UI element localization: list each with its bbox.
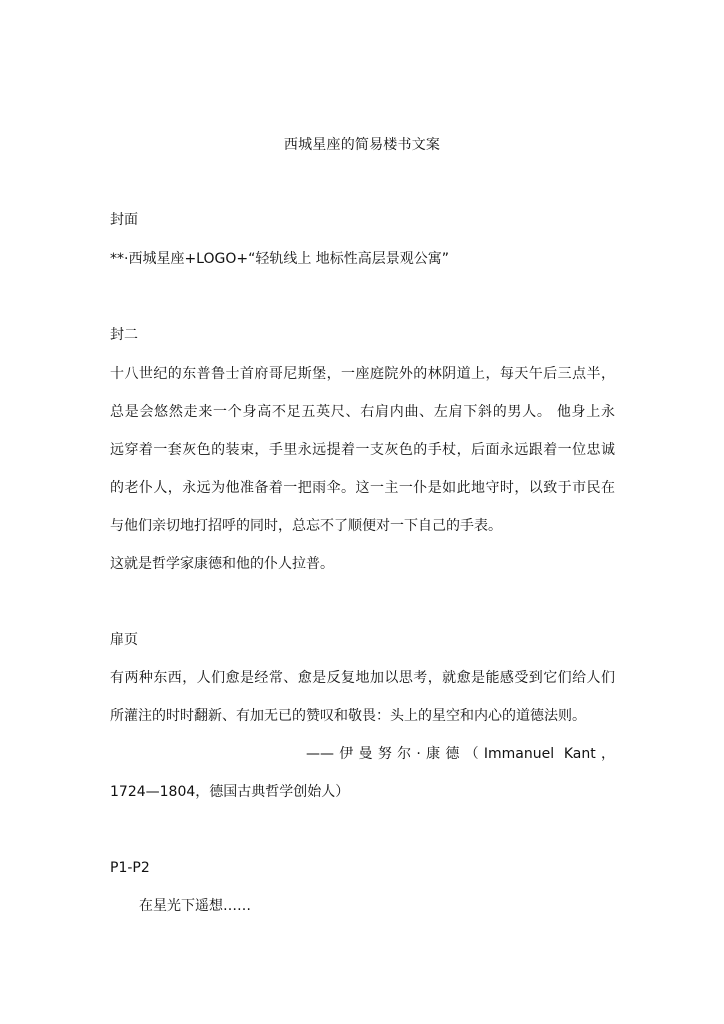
- cover2-paragraph-line: 总是会悠然走来一个身高不足五英尺、右肩内曲、左肩下斜的男人。 他身上永: [110, 404, 615, 420]
- cover-line: **·西城星座+LOGO+“轻轨线上 地标性高层景观公寓”: [110, 251, 450, 267]
- cover2-paragraph-line: 的老仆人，永远为他准备着一把雨伞。这一主一仆是如此地守时，以致于市民在: [110, 480, 615, 496]
- quote-line: 所灌注的时时翻新、有加无已的赞叹和敬畏：头上的星空和内心的道德法则。: [110, 708, 586, 724]
- cover2-paragraph-line: 与他们亲切地打招呼的同时，总忘不了顺便对一下自己的手表。: [110, 518, 502, 534]
- cover-heading: 封面: [110, 212, 138, 228]
- p1-p2-heading: P1-P2: [110, 860, 150, 876]
- cover2-paragraph-line: 远穿着一套灰色的装束，手里永远提着一支灰色的手杖，后面永远跟着一位忠诚: [110, 442, 615, 458]
- quote-attribution-continued: 1724—1804，德国古典哲学创始人）: [110, 784, 350, 800]
- p1-p2-line: 在星光下遥想……: [139, 898, 251, 914]
- cover2-heading: 封二: [110, 327, 138, 343]
- cover2-paragraph-line: 十八世纪的东普鲁士首府哥尼斯堡，一座庭院外的林阴道上，每天午后三点半，: [110, 366, 615, 382]
- cover2-paragraph-line: 这就是哲学家康德和他的仆人拉普。: [110, 556, 334, 572]
- title-page-heading: 扉页: [110, 632, 138, 648]
- quote-attribution: ——伊曼努尔·康德（Immanuel Kant，: [306, 746, 615, 762]
- page-title: 西城星座的简易楼书文案: [283, 137, 441, 153]
- quote-line: 有两种东西，人们愈是经常、愈是反复地加以思考，就愈是能感受到它们给人们: [110, 670, 615, 686]
